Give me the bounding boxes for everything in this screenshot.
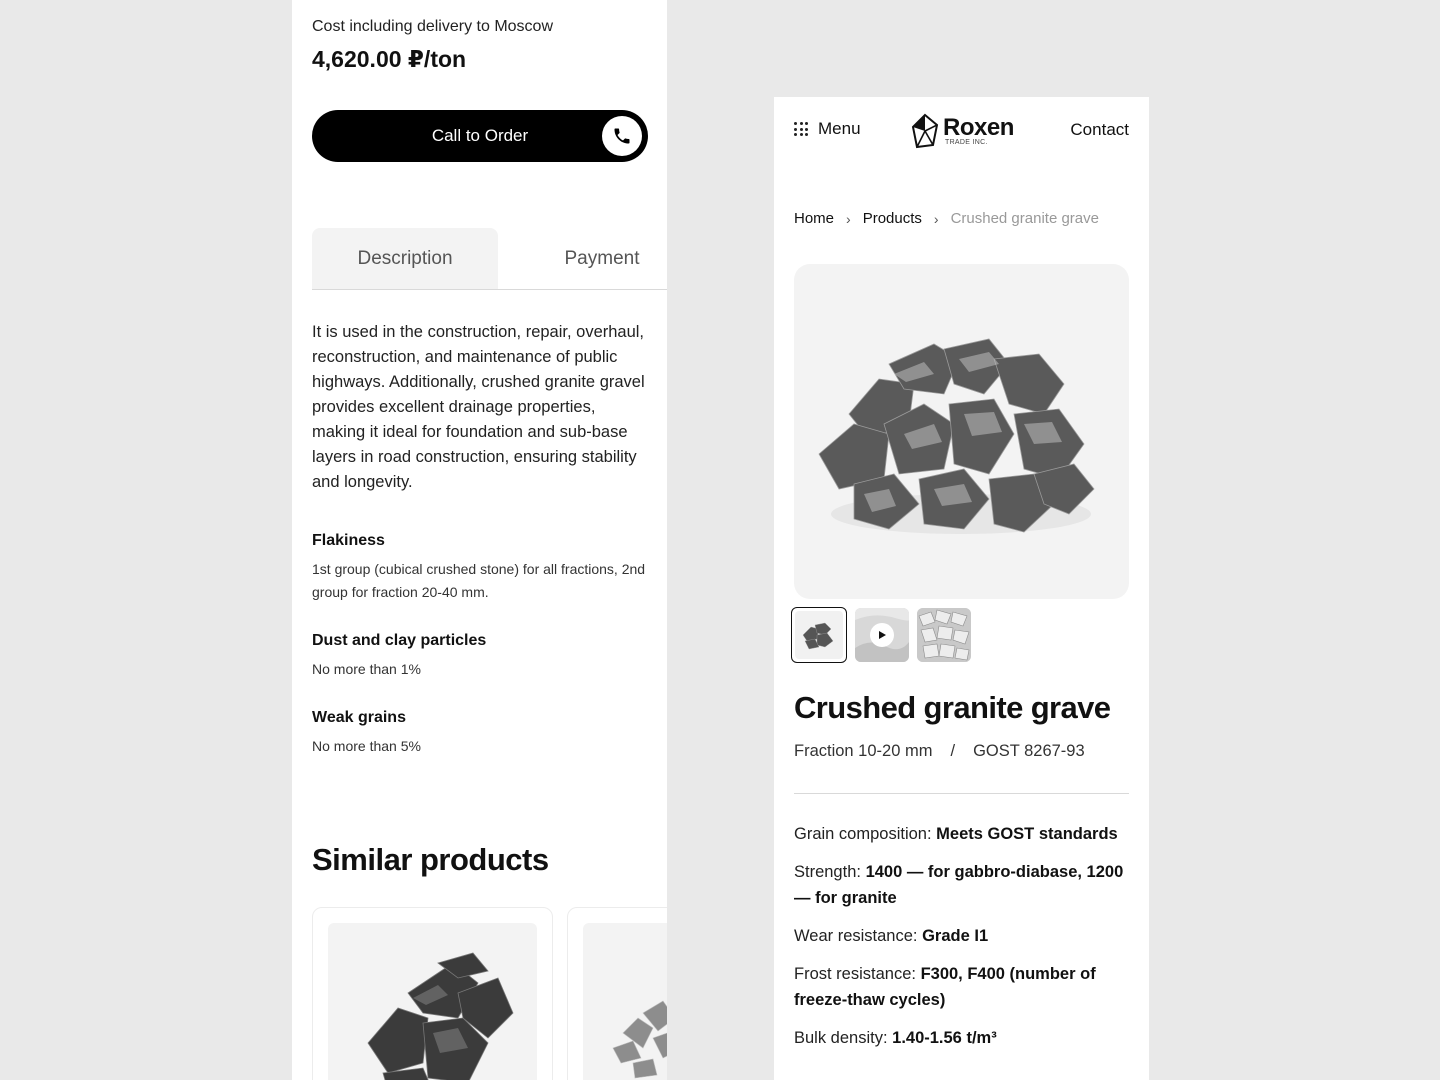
menu-label: Menu [818,119,861,138]
prop-label: Grain composition: [794,825,932,843]
breadcrumb-current: Crushed granite grave [950,210,1099,227]
prop-value: F300, F400 (number of freeze-thaw cycles) [794,965,1096,1009]
spec-title: Weak grains [312,709,406,726]
roxen-logo-icon [911,113,939,149]
subline-separator: / [950,742,956,760]
spec-title: Flakiness [312,532,385,549]
product-main-image[interactable] [794,264,1129,599]
similar-product-image [583,923,667,1080]
similar-product-image [328,923,537,1080]
prop-label: Frost resistance: [794,965,916,983]
spec-text: No more than 1% [312,661,421,677]
call-to-order-label: Call to Order [431,126,529,145]
thumbnail-video[interactable] [855,608,909,662]
product-tabs [312,228,667,290]
prop-strength [794,859,1139,911]
tab-payment[interactable]: Payment [564,247,640,269]
spec-text: No more than 5% [312,738,421,754]
breadcrumb-products[interactable]: Products [862,210,922,227]
play-icon [870,623,894,647]
product-properties [794,821,1139,1063]
product-subline [794,742,1085,761]
brand-logo[interactable] [911,113,1014,149]
gost-text: GOST 8267-93 [973,742,1085,760]
similar-product-card[interactable] [312,907,553,1080]
left-phone-screen [292,0,667,1080]
cost-label: Cost including delivery to Moscow [312,18,553,35]
phone-icon [602,116,642,156]
spec-dust-clay [312,632,657,681]
prop-label: Bulk density: [794,1029,888,1047]
divider [794,793,1129,794]
description-text: It is used in the construction, repair, overhaul, reconstruction, and maintenance of public highways. Additionally, crushed granite gravel provides excellent drainage properties, making it ideal for foundation and sub-base layers in road construction, ensuring stability and longevity. [312,323,645,491]
right-phone-screen [774,97,1149,1080]
chevron-right-icon: › [846,210,851,227]
thumbnail-3[interactable] [917,608,971,662]
product-thumbnails [791,607,971,663]
contact-link[interactable]: Contact [1070,120,1129,139]
spec-flakiness [312,532,657,604]
fraction-text: Fraction 10-20 mm [794,742,933,760]
prop-value: 1400 — for gabbro-diabase, 1200 — for granite [794,863,1124,907]
grid-menu-icon [794,122,808,136]
price: 4,620.00 ₽/ton [312,46,467,72]
prop-value: Grade I1 [922,927,989,945]
thumbnail-1[interactable] [791,607,847,663]
breadcrumb-home[interactable]: Home [794,210,835,227]
prop-label: Wear resistance: [794,927,918,945]
prop-wear-resistance [794,923,1139,949]
spec-title: Dust and clay particles [312,632,487,649]
product-title: Crushed granite grave [794,690,1111,725]
similar-products-title: Similar products [312,842,549,877]
similar-product-card[interactable] [567,907,667,1080]
logo-name: Roxen [943,113,1014,141]
prop-grain-composition [794,821,1139,847]
prop-bulk-density [794,1025,1139,1051]
menu-button[interactable] [794,119,861,139]
spec-weak-grains [312,709,657,758]
breadcrumb [794,210,1099,227]
prop-label: Strength: [794,863,861,881]
call-to-order-button[interactable] [312,110,648,162]
prop-frost-resistance [794,961,1139,1013]
logo-subtitle: TRADE INC. [945,138,988,146]
spec-text: 1st group (cubical crushed stone) for all fractions, 2nd group for fraction 20-40 mm. [312,561,646,600]
prop-value: 1.40-1.56 t/m³ [892,1029,997,1047]
prop-value: Meets GOST standards [936,825,1118,843]
tab-description[interactable]: Description [312,228,498,289]
chevron-right-icon: › [933,210,939,227]
